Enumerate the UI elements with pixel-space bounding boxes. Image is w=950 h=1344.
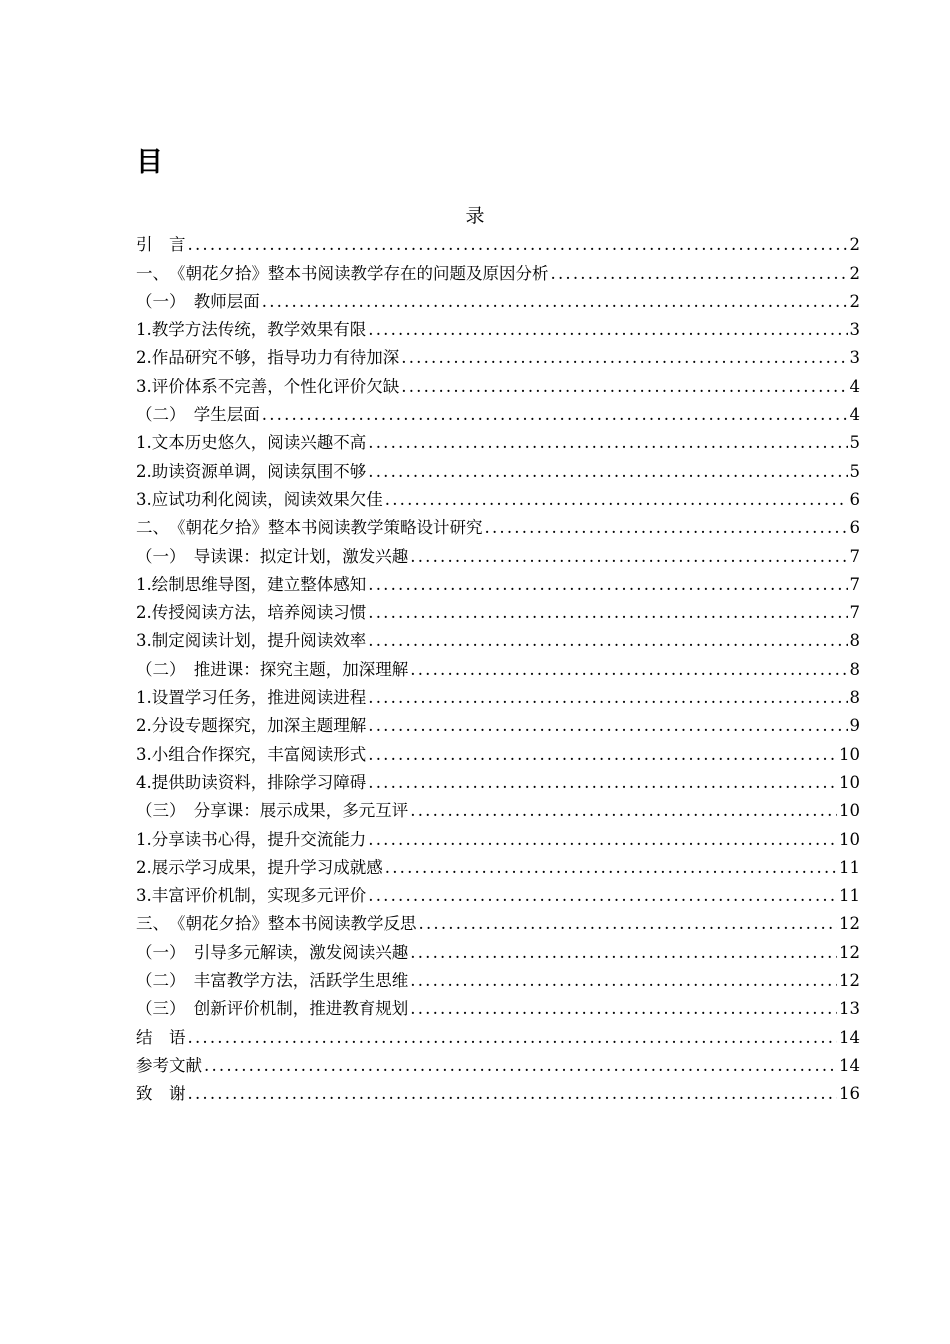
toc-entry-page-number: 13 [839, 999, 860, 1019]
toc-entry[interactable] [136, 766, 860, 794]
toc-dot-leader [410, 970, 837, 992]
toc-entry-page-number: 10 [839, 744, 860, 764]
toc-entry-page-number: 2 [849, 263, 860, 283]
toc-dot-leader [368, 715, 847, 737]
toc-entry-title: 1.教学方法传统，教学效果有限 [136, 320, 367, 340]
toc-entry-title: （一） 导读课：拟定计划，激发兴趣 [136, 546, 409, 566]
toc-entry-title: 3.应试功利化阅读，阅读效果欠佳 [136, 489, 383, 509]
toc-dot-leader [385, 489, 848, 511]
toc-dot-leader [262, 291, 848, 313]
toc-entry[interactable] [136, 341, 860, 369]
toc-entry[interactable] [136, 1020, 860, 1048]
toc-entry[interactable] [136, 454, 860, 482]
toc-entry-page-number: 6 [849, 518, 860, 538]
toc-entry-title: 3.评价体系不完善，个性化评价欠缺 [136, 376, 400, 396]
toc-entry-page-number: 7 [849, 574, 860, 594]
toc-entry-page-number: 2 [849, 235, 860, 255]
toc-dot-leader [410, 942, 837, 964]
toc-entry-page-number: 7 [849, 603, 860, 623]
toc-entry-page-number: 9 [849, 716, 860, 736]
toc-entry-page-number: 11 [839, 886, 860, 906]
toc-heading-second-char: 录 [465, 205, 485, 227]
toc-dot-leader [410, 800, 837, 822]
toc-entry[interactable] [136, 285, 860, 313]
toc-entry[interactable] [136, 794, 860, 822]
toc-dot-leader [385, 857, 837, 879]
toc-entry-page-number: 10 [839, 801, 860, 821]
toc-entry-page-number: 4 [849, 376, 860, 396]
toc-dot-leader [401, 347, 847, 369]
toc-entry[interactable] [136, 426, 860, 454]
toc-entry-title: 2.助读资源单调，阅读氛围不够 [136, 461, 367, 481]
toc-dot-leader [368, 772, 837, 794]
toc-dot-leader [368, 829, 837, 851]
toc-entry-page-number: 10 [839, 772, 860, 792]
toc-entry-page-number: 8 [849, 631, 860, 651]
table-of-contents [136, 228, 860, 1105]
toc-entry-title: 3.制定阅读计划，提升阅读效率 [136, 631, 367, 651]
toc-dot-leader [188, 1083, 838, 1105]
toc-dot-leader [368, 319, 847, 341]
toc-entry[interactable] [136, 539, 860, 567]
toc-entry[interactable] [136, 228, 860, 256]
toc-entry-title: 致 谢 [136, 1084, 186, 1104]
toc-entry-page-number: 8 [849, 688, 860, 708]
toc-entry-title: 参考文献 [136, 1055, 202, 1075]
toc-entry[interactable] [136, 907, 860, 935]
toc-entry-title: 1.绘制思维导图，建立整体感知 [136, 574, 367, 594]
toc-dot-leader [188, 234, 848, 256]
toc-entry-title: 二、 《朝花夕拾》整本书阅读教学策略设计研究 [136, 518, 483, 538]
toc-entry[interactable] [136, 652, 860, 680]
toc-entry-title: 4.提供助读资料，排除学习障碍 [136, 772, 367, 792]
toc-entry[interactable] [136, 624, 860, 652]
toc-entry-title: （一） 引导多元解读，激发阅读兴趣 [136, 942, 409, 962]
toc-dot-leader [368, 885, 837, 907]
toc-dot-leader [368, 602, 847, 624]
toc-entry-title: 1.设置学习任务，推进阅读进程 [136, 688, 367, 708]
toc-entry[interactable] [136, 596, 860, 624]
toc-entry-title: 一、 《朝花夕拾》整本书阅读教学存在的问题及原因分析 [136, 263, 549, 283]
toc-heading-first-char: 目 [136, 147, 163, 178]
toc-entry[interactable] [136, 369, 860, 397]
toc-entry[interactable] [136, 568, 860, 596]
toc-entry-title: （三） 分享课：展示成果，多元互评 [136, 801, 409, 821]
toc-dot-leader [368, 744, 837, 766]
toc-entry-title: （一） 教师层面 [136, 291, 260, 311]
toc-entry-title: （二） 推进课：探究主题，加深理解 [136, 659, 409, 679]
toc-entry[interactable] [136, 256, 860, 284]
toc-dot-leader [368, 687, 847, 709]
toc-entry-page-number: 3 [849, 320, 860, 340]
toc-entry[interactable] [136, 1077, 860, 1105]
toc-entry[interactable] [136, 822, 860, 850]
toc-entry[interactable] [136, 992, 860, 1020]
toc-dot-leader [368, 461, 847, 483]
toc-entry-title: 引 言 [136, 235, 186, 255]
toc-dot-leader [410, 998, 837, 1020]
toc-dot-leader [368, 432, 847, 454]
toc-entry[interactable] [136, 1049, 860, 1077]
toc-entry-title: 2.作品研究不够，指导功力有待加深 [136, 348, 400, 368]
toc-entry-page-number: 10 [839, 829, 860, 849]
toc-entry-title: 2.分设专题探究，加深主题理解 [136, 716, 367, 736]
toc-entry-page-number: 12 [839, 914, 860, 934]
toc-entry-page-number: 12 [839, 942, 860, 962]
toc-entry-page-number: 2 [849, 291, 860, 311]
toc-entry-page-number: 4 [849, 405, 860, 425]
toc-entry[interactable] [136, 851, 860, 879]
toc-entry-page-number: 6 [849, 489, 860, 509]
toc-dot-leader [204, 1055, 837, 1077]
toc-entry[interactable] [136, 511, 860, 539]
toc-entry[interactable] [136, 681, 860, 709]
toc-dot-leader [401, 376, 847, 398]
toc-entry-page-number: 11 [839, 857, 860, 877]
toc-entry-title: 3.丰富评价机制，实现多元评价 [136, 886, 367, 906]
toc-entry-title: （二） 学生层面 [136, 405, 260, 425]
toc-dot-leader [485, 517, 848, 539]
toc-entry-page-number: 7 [849, 546, 860, 566]
toc-entry-title: 结 语 [136, 1027, 186, 1047]
toc-entry-title: （二） 丰富教学方法，活跃学生思维 [136, 971, 409, 991]
toc-dot-leader [410, 659, 847, 681]
toc-entry-title: 1.文本历史悠久，阅读兴趣不高 [136, 433, 367, 453]
toc-entry[interactable] [136, 879, 860, 907]
toc-entry-page-number: 8 [849, 659, 860, 679]
toc-dot-leader [419, 913, 838, 935]
toc-entry[interactable] [136, 483, 860, 511]
toc-dot-leader [410, 546, 847, 568]
toc-entry-title: 1.分享读书心得，提升交流能力 [136, 829, 367, 849]
toc-entry-page-number: 14 [839, 1055, 860, 1075]
toc-dot-leader [368, 630, 847, 652]
toc-entry-title: 3.小组合作探究，丰富阅读形式 [136, 744, 367, 764]
toc-entry-title: （三） 创新评价机制，推进教育规划 [136, 999, 409, 1019]
toc-entry-page-number: 14 [839, 1027, 860, 1047]
toc-entry[interactable] [136, 313, 860, 341]
toc-dot-leader [188, 1027, 838, 1049]
toc-entry-page-number: 12 [839, 971, 860, 991]
toc-entry-title: 2.展示学习成果，提升学习成就感 [136, 857, 383, 877]
toc-entry[interactable] [136, 398, 860, 426]
toc-dot-leader [551, 263, 848, 285]
toc-entry-page-number: 5 [849, 433, 860, 453]
toc-entry-page-number: 5 [849, 461, 860, 481]
toc-entry[interactable] [136, 737, 860, 765]
toc-entry-title: 三、 《朝花夕拾》整本书阅读教学反思 [136, 914, 417, 934]
toc-dot-leader [368, 574, 847, 596]
toc-entry[interactable] [136, 964, 860, 992]
toc-entry[interactable] [136, 709, 860, 737]
toc-entry-title: 2.传授阅读方法，培养阅读习惯 [136, 603, 367, 623]
toc-entry[interactable] [136, 935, 860, 963]
toc-dot-leader [262, 404, 848, 426]
toc-entry-page-number: 3 [849, 348, 860, 368]
toc-entry-page-number: 16 [839, 1084, 860, 1104]
